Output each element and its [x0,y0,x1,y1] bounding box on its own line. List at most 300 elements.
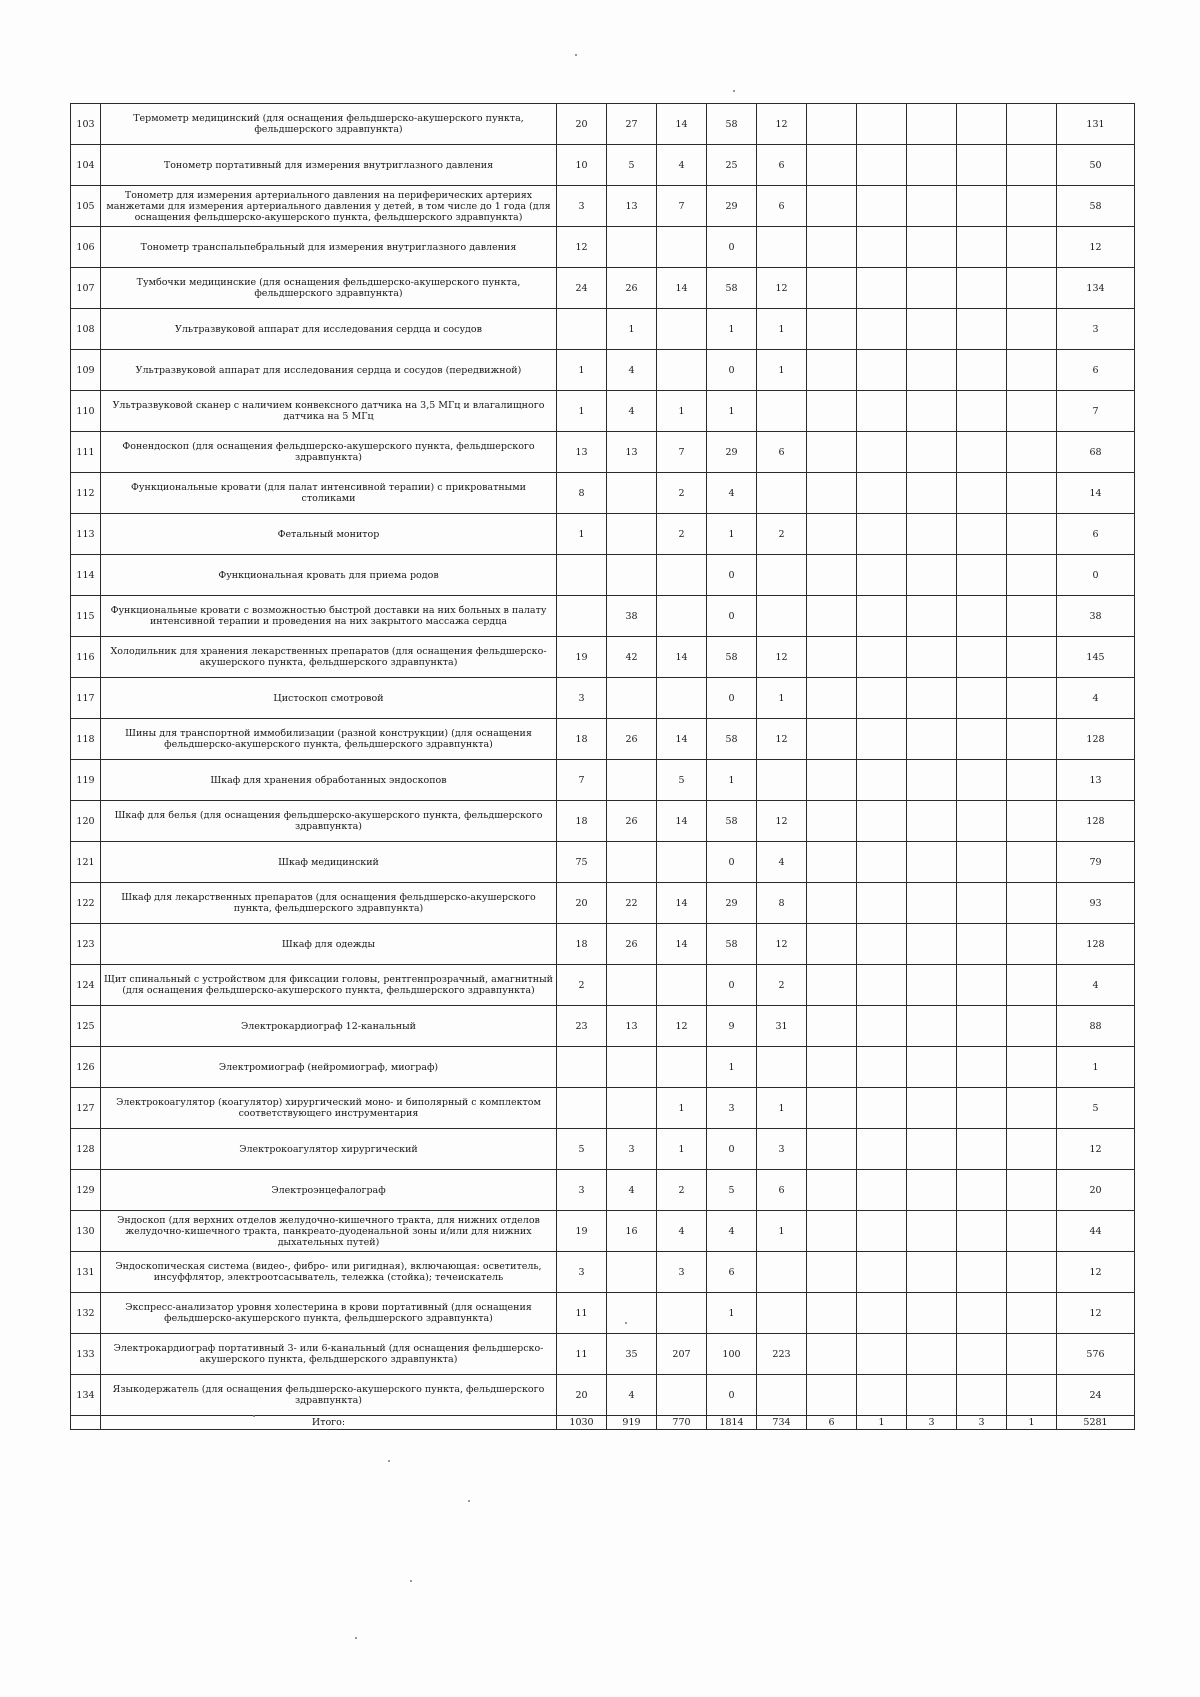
quantity-cell: 1 [707,1293,757,1334]
quantity-cell [957,678,1007,719]
quantity-cell: 6 [757,145,807,186]
row-total: 7 [1057,391,1135,432]
row-number: 112 [71,473,101,514]
quantity-cell: 6 [707,1252,757,1293]
quantity-cell: 12 [757,637,807,678]
quantity-cell [857,760,907,801]
equipment-table [70,103,1135,1430]
equipment-name: Электрокоагулятор (коагулятор) хирургический моно- и биполярный с комплектом соответствующего инструментария [101,1088,557,1129]
quantity-cell: 2 [657,1170,707,1211]
quantity-cell [957,1211,1007,1252]
quantity-cell [907,637,957,678]
quantity-cell: 12 [757,104,807,145]
quantity-cell [857,1088,907,1129]
row-number: 130 [71,1211,101,1252]
row-number: 117 [71,678,101,719]
row-number: 106 [71,227,101,268]
quantity-cell: 1 [657,391,707,432]
row-total: 134 [1057,268,1135,309]
equipment-name: Щит спинальный с устройством для фиксации головы, рентгенпрозрачный, амагнитный (для оснащения фельдшерско-акушерского пункта, фельдшерского здравпункта) [101,965,557,1006]
quantity-cell [807,227,857,268]
equipment-name: Ультразвуковой аппарат для исследования сердца и сосудов (передвижной) [101,350,557,391]
quantity-cell [907,432,957,473]
quantity-cell [957,1293,1007,1334]
row-total: 12 [1057,1252,1135,1293]
equipment-name: Функциональные кровати с возможностью быстрой доставки на них больных в палату интенсивной терапии и проведения на них закрытого массажа сердца [101,596,557,637]
totals-cell: 3 [957,1416,1007,1430]
equipment-name: Шины для транспортной иммобилизации (разной конструкции) (для оснащения фельдшерско-акушерского пункта, фельдшерского здравпункта) [101,719,557,760]
quantity-cell: 1 [707,514,757,555]
scan-speck [410,1580,412,1582]
quantity-cell [807,186,857,227]
equipment-name: Шкаф для лекарственных препаратов (для оснащения фельдшерско-акушерского пункта, фельдшерского здравпункта) [101,883,557,924]
quantity-cell: 4 [707,473,757,514]
quantity-cell [857,514,907,555]
row-number: 127 [71,1088,101,1129]
quantity-cell [1007,596,1057,637]
quantity-cell: 1 [607,309,657,350]
quantity-cell [857,1293,907,1334]
quantity-cell [657,965,707,1006]
row-number: 133 [71,1334,101,1375]
quantity-cell [957,924,1007,965]
quantity-cell: 3 [707,1088,757,1129]
quantity-cell [1007,391,1057,432]
quantity-cell [807,842,857,883]
quantity-cell: 100 [707,1334,757,1375]
quantity-cell [657,678,707,719]
quantity-cell [807,104,857,145]
row-total: 12 [1057,1293,1135,1334]
table-row [71,637,1135,678]
equipment-name: Шкаф медицинский [101,842,557,883]
quantity-cell: 58 [707,801,757,842]
quantity-cell [957,104,1007,145]
row-total: 131 [1057,104,1135,145]
quantity-cell: 2 [757,965,807,1006]
quantity-cell: 2 [557,965,607,1006]
equipment-name: Тонометр для измерения артериального давления на периферических артериях манжетами для измерения артериального давления у детей, в том числе до 1 года (для оснащения фельдшерско-акушерского пункта, фельдшерского здравпункта) [101,186,557,227]
quantity-cell [807,1047,857,1088]
quantity-cell: 0 [707,1129,757,1170]
row-number: 128 [71,1129,101,1170]
quantity-cell [1007,924,1057,965]
equipment-name: Шкаф для белья (для оснащения фельдшерско-акушерского пункта, фельдшерского здравпункта) [101,801,557,842]
quantity-cell: 223 [757,1334,807,1375]
quantity-cell [907,1375,957,1416]
quantity-cell: 31 [757,1006,807,1047]
quantity-cell [857,1211,907,1252]
table-row [71,268,1135,309]
quantity-cell [807,883,857,924]
row-number: 134 [71,1375,101,1416]
quantity-cell [957,637,1007,678]
quantity-cell [857,350,907,391]
quantity-cell: 4 [607,350,657,391]
table-row [71,1334,1135,1375]
quantity-cell: 16 [607,1211,657,1252]
quantity-cell [957,514,1007,555]
quantity-cell [607,1252,657,1293]
table-row [71,1375,1135,1416]
quantity-cell [1007,1006,1057,1047]
quantity-cell: 8 [557,473,607,514]
scan-speck [468,1500,470,1502]
quantity-cell: 0 [707,227,757,268]
quantity-cell: 29 [707,883,757,924]
quantity-cell [957,227,1007,268]
row-number: 131 [71,1252,101,1293]
quantity-cell [857,637,907,678]
quantity-cell [957,555,1007,596]
row-total: 128 [1057,801,1135,842]
quantity-cell: 1 [757,1088,807,1129]
totals-cell: 734 [757,1416,807,1430]
quantity-cell: 4 [607,1170,657,1211]
quantity-cell: 13 [557,432,607,473]
equipment-name: Термометр медицинский (для оснащения фельдшерско-акушерского пункта, фельдшерского здравпункта) [101,104,557,145]
table-row [71,145,1135,186]
quantity-cell [807,596,857,637]
quantity-cell [807,309,857,350]
quantity-cell [857,1375,907,1416]
quantity-cell: 0 [707,1375,757,1416]
quantity-cell [1007,637,1057,678]
row-total: 12 [1057,1129,1135,1170]
quantity-cell [857,309,907,350]
row-number: 116 [71,637,101,678]
quantity-cell: 9 [707,1006,757,1047]
quantity-cell [907,719,957,760]
quantity-cell: 58 [707,637,757,678]
row-number: 108 [71,309,101,350]
quantity-cell [857,1252,907,1293]
scan-speck [575,54,577,56]
quantity-cell [1007,1293,1057,1334]
quantity-cell [757,596,807,637]
table-row [71,391,1135,432]
quantity-cell [907,1170,957,1211]
row-number: 105 [71,186,101,227]
quantity-cell [857,145,907,186]
quantity-cell [1007,227,1057,268]
quantity-cell: 1 [707,309,757,350]
quantity-cell: 3 [557,1170,607,1211]
quantity-cell [857,1006,907,1047]
totals-cell: 770 [657,1416,707,1430]
quantity-cell [857,104,907,145]
quantity-cell: 1 [557,514,607,555]
quantity-cell [607,965,657,1006]
quantity-cell [807,268,857,309]
quantity-cell: 4 [607,1375,657,1416]
row-total: 68 [1057,432,1135,473]
quantity-cell [957,596,1007,637]
equipment-name: Ультразвуковой аппарат для исследования сердца и сосудов [101,309,557,350]
row-total: 145 [1057,637,1135,678]
quantity-cell [607,473,657,514]
row-number: 123 [71,924,101,965]
equipment-name: Функциональные кровати (для палат интенсивной терапии) с прикроватными столиками [101,473,557,514]
quantity-cell [857,801,907,842]
row-number: 107 [71,268,101,309]
quantity-cell: 18 [557,924,607,965]
quantity-cell: 35 [607,1334,657,1375]
quantity-cell [807,1170,857,1211]
quantity-cell: 13 [607,1006,657,1047]
table-row [71,760,1135,801]
quantity-cell [857,842,907,883]
quantity-cell [857,227,907,268]
quantity-cell [807,473,857,514]
quantity-cell: 1 [757,309,807,350]
totals-cell: 1030 [557,1416,607,1430]
quantity-cell: 3 [557,186,607,227]
quantity-cell: 12 [557,227,607,268]
quantity-cell: 3 [657,1252,707,1293]
table-row [71,1047,1135,1088]
row-number: 121 [71,842,101,883]
row-number: 110 [71,391,101,432]
quantity-cell [957,268,1007,309]
table-row [71,104,1135,145]
row-number: 129 [71,1170,101,1211]
quantity-cell: 25 [707,145,757,186]
quantity-cell: 3 [557,678,607,719]
row-total: 24 [1057,1375,1135,1416]
quantity-cell: 12 [757,719,807,760]
quantity-cell [1007,1334,1057,1375]
quantity-cell [607,227,657,268]
table-row [71,227,1135,268]
quantity-cell [807,391,857,432]
quantity-cell: 1 [757,350,807,391]
quantity-cell [607,1293,657,1334]
row-total: 50 [1057,145,1135,186]
quantity-cell [957,1129,1007,1170]
scan-speck [355,1637,357,1639]
quantity-cell [607,1088,657,1129]
quantity-cell [957,801,1007,842]
quantity-cell: 14 [657,637,707,678]
quantity-cell: 11 [557,1334,607,1375]
quantity-cell: 1 [707,391,757,432]
equipment-name: Фетальный монитор [101,514,557,555]
quantity-cell [607,555,657,596]
row-total: 20 [1057,1170,1135,1211]
quantity-cell: 1 [557,350,607,391]
table-row [71,1088,1135,1129]
quantity-cell [1007,555,1057,596]
quantity-cell [607,678,657,719]
row-number: 114 [71,555,101,596]
totals-cell: 6 [807,1416,857,1430]
row-number: 118 [71,719,101,760]
quantity-cell [607,842,657,883]
quantity-cell: 0 [707,842,757,883]
quantity-cell: 5 [607,145,657,186]
quantity-cell: 20 [557,1375,607,1416]
quantity-cell [957,1334,1007,1375]
quantity-cell [1007,760,1057,801]
quantity-cell [657,1375,707,1416]
quantity-cell [1007,1088,1057,1129]
row-total: 6 [1057,350,1135,391]
quantity-cell [807,514,857,555]
quantity-cell: 4 [607,391,657,432]
table-row [71,1211,1135,1252]
quantity-cell [1007,801,1057,842]
quantity-cell [807,801,857,842]
quantity-cell [907,1252,957,1293]
equipment-name: Электрокоагулятор хирургический [101,1129,557,1170]
quantity-cell [957,760,1007,801]
quantity-cell: 58 [707,104,757,145]
quantity-cell: 14 [657,924,707,965]
row-number: 109 [71,350,101,391]
table-row [71,1252,1135,1293]
quantity-cell: 29 [707,432,757,473]
quantity-cell [957,186,1007,227]
quantity-cell: 5 [657,760,707,801]
row-total: 3 [1057,309,1135,350]
quantity-cell [757,760,807,801]
quantity-cell [907,596,957,637]
equipment-name: Электрокардиограф портативный 3- или 6-канальный (для оснащения фельдшерско-акушерского пункта, фельдшерского здравпункта) [101,1334,557,1375]
quantity-cell [657,596,707,637]
quantity-cell [807,555,857,596]
quantity-cell [957,1047,1007,1088]
table-row [71,924,1135,965]
scan-speck [625,1322,627,1324]
row-total: 0 [1057,555,1135,596]
quantity-cell: 12 [757,924,807,965]
row-number: 115 [71,596,101,637]
row-total: 13 [1057,760,1135,801]
quantity-cell [557,309,607,350]
quantity-cell [857,473,907,514]
row-total: 58 [1057,186,1135,227]
row-total: 5 [1057,1088,1135,1129]
table-row [71,1170,1135,1211]
quantity-cell [1007,514,1057,555]
quantity-cell [857,432,907,473]
quantity-cell [1007,719,1057,760]
equipment-name: Ультразвуковой сканер с наличием конвексного датчика на 3,5 МГц и влагалищного датчика на 5 МГц [101,391,557,432]
quantity-cell [1007,309,1057,350]
quantity-cell: 1 [707,1047,757,1088]
quantity-cell [907,555,957,596]
table-row [71,432,1135,473]
quantity-cell: 0 [707,555,757,596]
quantity-cell [757,555,807,596]
equipment-name: Тонометр транспальпебральный для измерения внутриглазного давления [101,227,557,268]
quantity-cell [907,309,957,350]
quantity-cell: 42 [607,637,657,678]
quantity-cell [957,309,1007,350]
quantity-cell [657,350,707,391]
quantity-cell: 26 [607,268,657,309]
quantity-cell [907,514,957,555]
quantity-cell [807,1334,857,1375]
quantity-cell: 0 [707,678,757,719]
quantity-cell [907,924,957,965]
quantity-cell [1007,1047,1057,1088]
quantity-cell: 207 [657,1334,707,1375]
quantity-cell [857,719,907,760]
quantity-cell [1007,186,1057,227]
quantity-cell [657,842,707,883]
quantity-cell [1007,883,1057,924]
quantity-cell [807,432,857,473]
totals-cell: 919 [607,1416,657,1430]
quantity-cell: 1 [757,1211,807,1252]
quantity-cell [907,145,957,186]
row-total: 128 [1057,924,1135,965]
table-row [71,309,1135,350]
row-total: 88 [1057,1006,1135,1047]
quantity-cell [857,1129,907,1170]
quantity-cell: 1 [757,678,807,719]
equipment-name: Тонометр портативный для измерения внутриглазного давления [101,145,557,186]
quantity-cell [907,1293,957,1334]
quantity-cell [657,1293,707,1334]
quantity-cell: 4 [757,842,807,883]
quantity-cell [957,883,1007,924]
quantity-cell [957,719,1007,760]
quantity-cell: 1 [707,760,757,801]
row-number: 103 [71,104,101,145]
quantity-cell: 8 [757,883,807,924]
row-total: 6 [1057,514,1135,555]
quantity-cell [857,965,907,1006]
row-number: 104 [71,145,101,186]
quantity-cell: 10 [557,145,607,186]
quantity-cell: 19 [557,1211,607,1252]
quantity-cell [857,924,907,965]
quantity-cell [907,227,957,268]
quantity-cell [807,1375,857,1416]
equipment-name: Электромиограф (нейромиограф, миограф) [101,1047,557,1088]
quantity-cell: 18 [557,801,607,842]
equipment-name: Электрокардиограф 12-канальный [101,1006,557,1047]
quantity-cell [1007,473,1057,514]
quantity-cell: 14 [657,883,707,924]
quantity-cell [1007,432,1057,473]
row-total: 576 [1057,1334,1135,1375]
totals-cell: 1 [857,1416,907,1430]
quantity-cell [1007,842,1057,883]
equipment-name: Функциональная кровать для приема родов [101,555,557,596]
row-number: 111 [71,432,101,473]
quantity-cell: 1 [557,391,607,432]
equipment-name: Языкодержатель (для оснащения фельдшерско-акушерского пункта, фельдшерского здравпункта) [101,1375,557,1416]
quantity-cell [907,104,957,145]
quantity-cell [557,555,607,596]
quantity-cell [907,1129,957,1170]
quantity-cell: 14 [657,104,707,145]
table-row [71,350,1135,391]
quantity-cell [907,760,957,801]
quantity-cell [807,1211,857,1252]
equipment-name: Холодильник для хранения лекарственных препаратов (для оснащения фельдшерско-акушерского пункта, фельдшерского здравпункта) [101,637,557,678]
quantity-cell [957,965,1007,1006]
totals-cell: 1 [1007,1416,1057,1430]
row-total: 44 [1057,1211,1135,1252]
quantity-cell: 20 [557,104,607,145]
quantity-cell: 7 [657,186,707,227]
totals-cell: 3 [907,1416,957,1430]
